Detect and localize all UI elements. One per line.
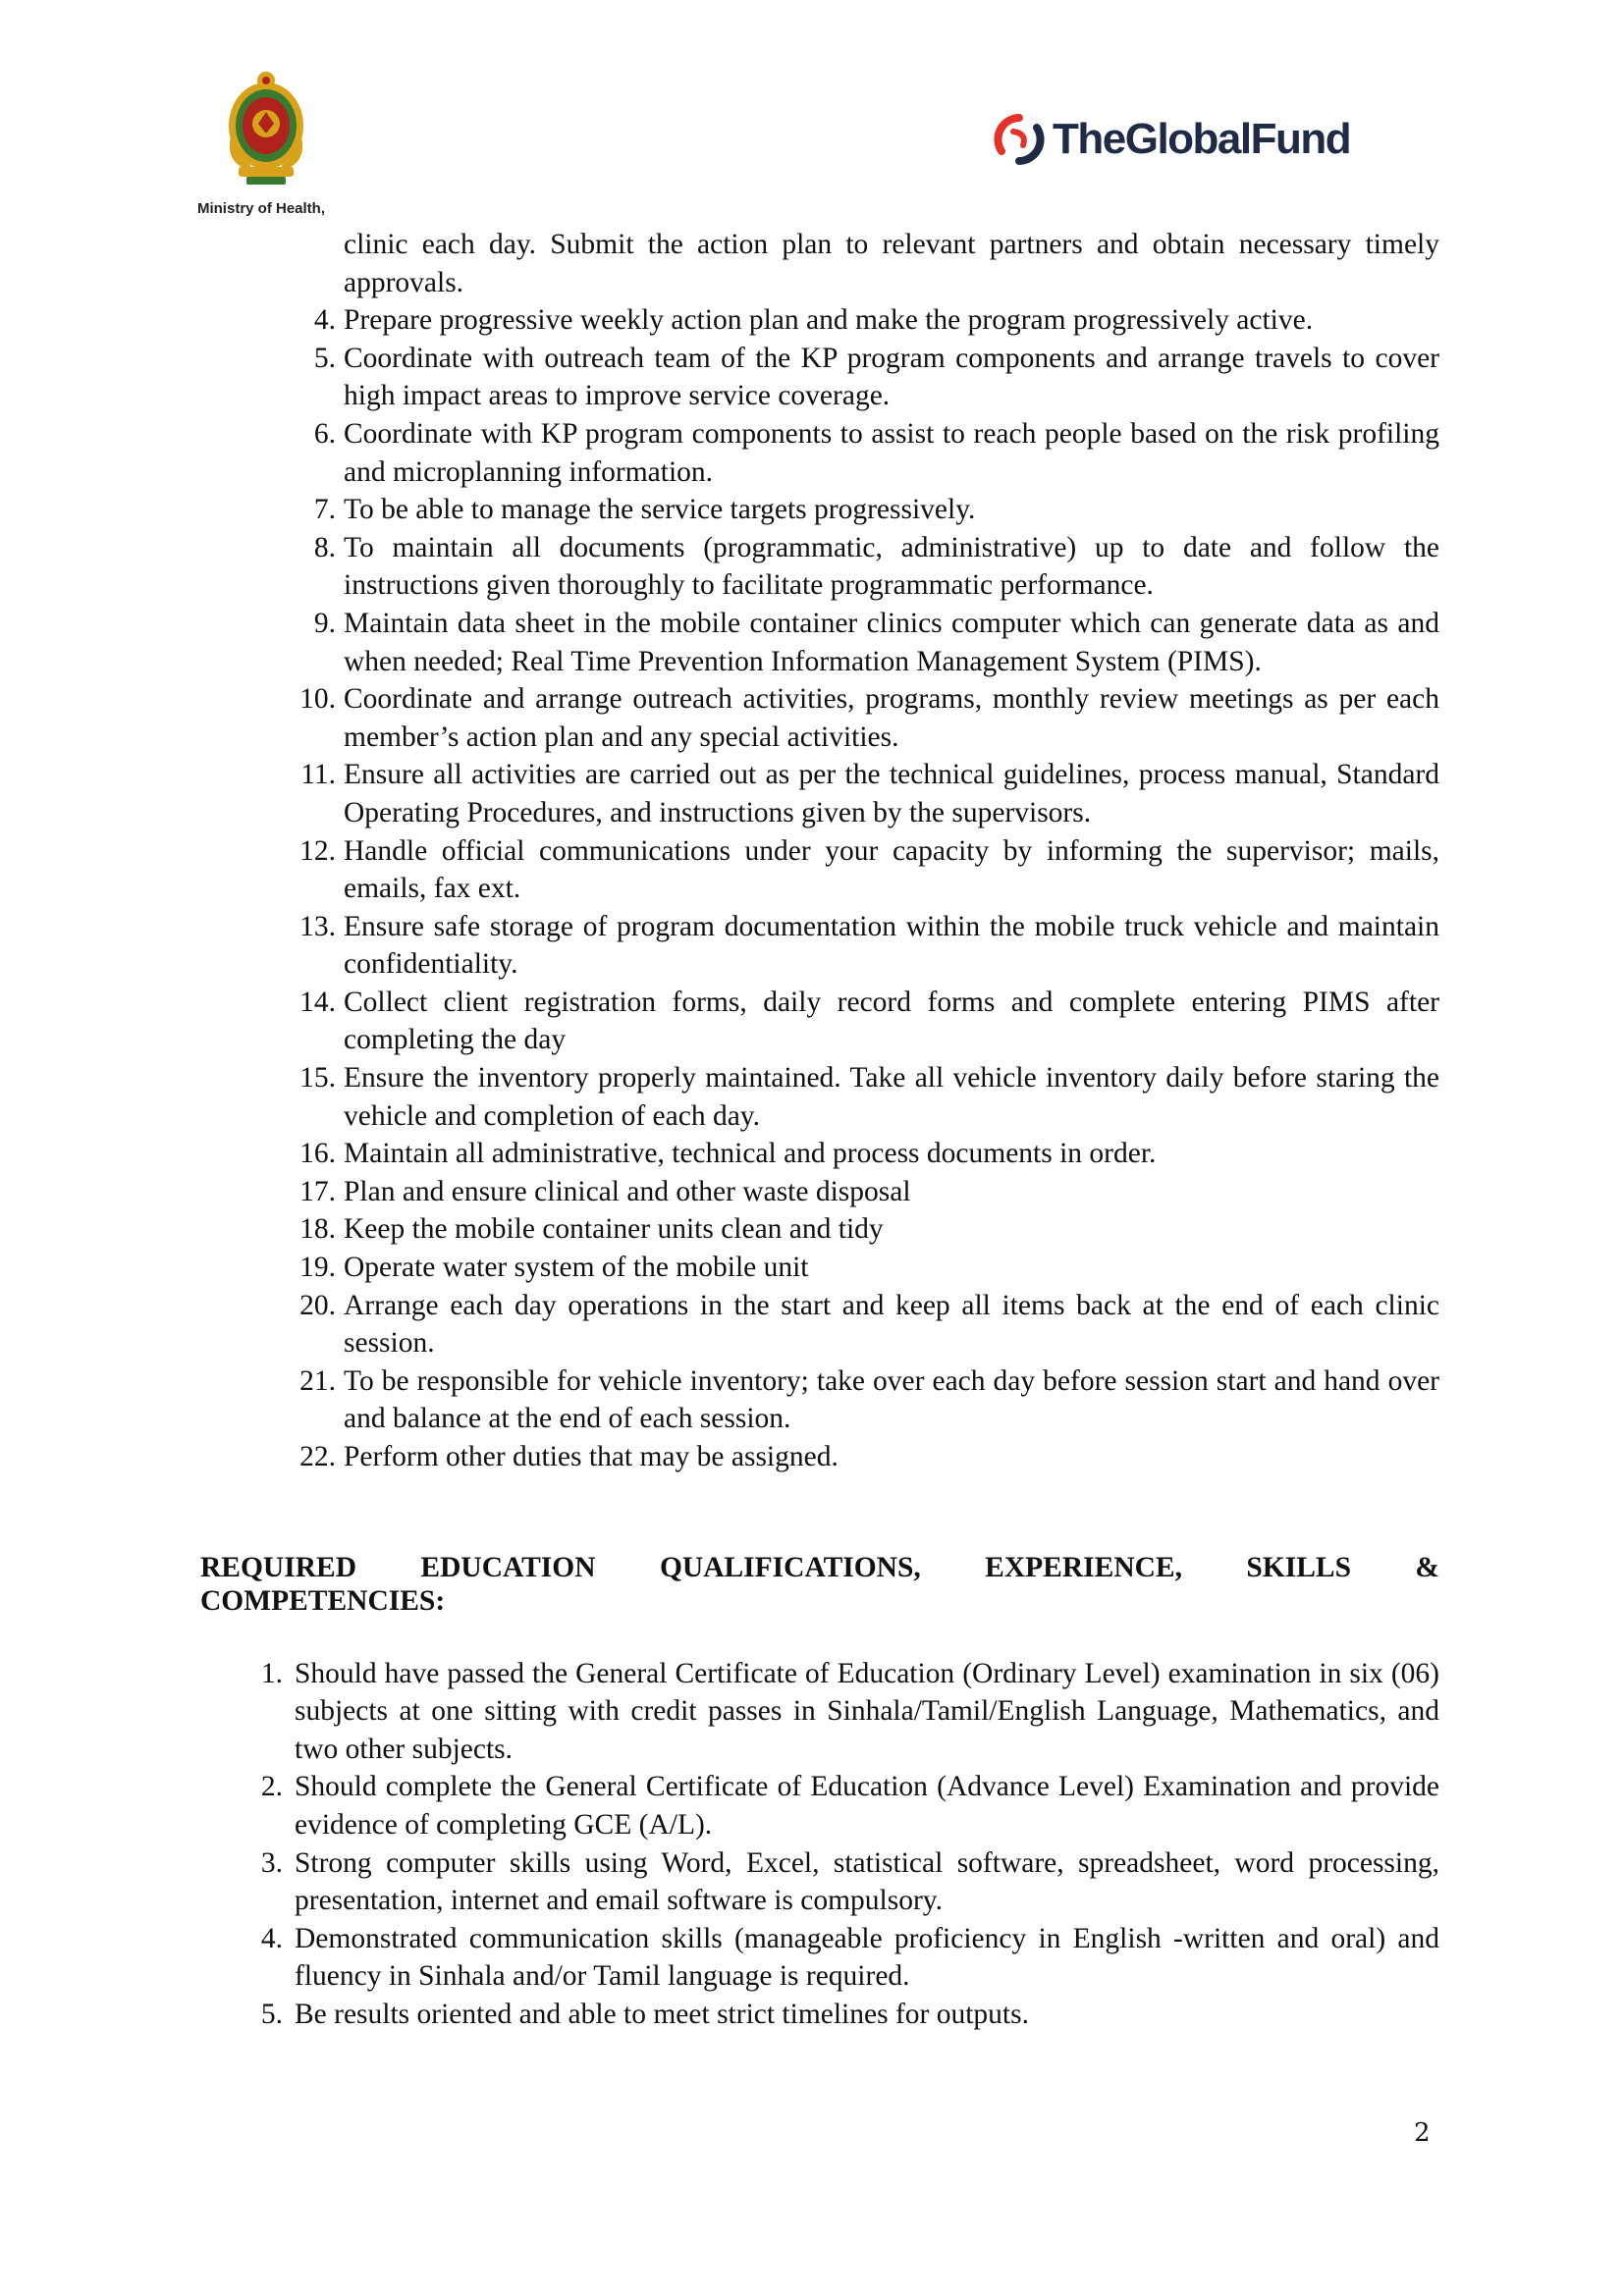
list-item: 4. Demonstrated communication skills (manageable proficiency in English -written and oral) and fluency in Sinhala and/or Tamil language is required. xyxy=(260,1922,1439,1993)
duties-continuation-text: clinic each day. Submit the action plan to relevant partners and obtain necessary timely approvals. xyxy=(344,229,1439,298)
page-number: 2 xyxy=(1414,2118,1431,2148)
list-item: 12. Handle official communications under your capacity by informing the supervisor; mails, emails, fax ext. xyxy=(299,834,1439,905)
list-item: 6. Coordinate with KP program components to assist to reach people based on the risk profiling and microplanning information. xyxy=(313,417,1439,488)
global-fund-logo-icon xyxy=(994,114,1045,165)
list-item: 11. Ensure all activities are carried out as per the technical guidelines, process manual, Standard Operating Procedures, and instructions given by the supervisors. xyxy=(300,759,1439,828)
list-item: 10. Coordinate and arrange outreach activities, programs, monthly review meetings as per each member’s action plan and any special activities. xyxy=(299,683,1439,753)
list-item: 7. To be able to manage the service targets progressively. xyxy=(313,494,976,526)
list-item: 15. Ensure the inventory properly maintained. Take all vehicle inventory daily before staring the vehicle and completion of each day. xyxy=(299,1062,1439,1132)
list-item: 4. Prepare progressive weekly action plan and make the program progressively active. xyxy=(313,304,1314,337)
global-fund-logo xyxy=(994,110,1350,169)
global-fund-wordmark: TheGlobalFund xyxy=(1053,115,1351,163)
list-item: 5. Be results oriented and able to meet strict timelines for outputs. xyxy=(260,1998,1029,2030)
list-item: 2. Should complete the General Certificate of Education (Advance Level) Examination and provide evidence of completing GCE (A/L). xyxy=(260,1771,1439,1841)
qualifications-heading-continued: COMPETENCIES: xyxy=(200,1584,446,1617)
list-item: 20. Arrange each day operations in the start and keep all items back at the end of each clinic session. xyxy=(299,1289,1439,1360)
list-item: 22. Perform other duties that may be assigned. xyxy=(299,1441,839,1472)
list-item: 14. Collect client registration forms, daily record forms and complete entering PIMS after completing the day xyxy=(299,986,1439,1056)
list-item: 18. Keep the mobile container units clean and tidy xyxy=(299,1213,884,1246)
duties-list xyxy=(200,301,1439,1475)
qualifications-list xyxy=(200,1655,1439,2034)
ministry-label: Ministry of Health, xyxy=(196,200,325,217)
qualifications-heading: REQUIRED EDUCATION QUALIFICATIONS, EXPERIENCE, SKILLS & xyxy=(200,1551,1439,1583)
list-item: 21. To be responsible for vehicle inventory; take over each day before session start and hand over and balance at the end of each session. xyxy=(299,1364,1439,1435)
list-item: 5. Coordinate with outreach team of the KP program components and arrange travels to cover high impact areas to improve service coverage. xyxy=(313,342,1439,412)
list-item: 17. Plan and ensure clinical and other waste disposal xyxy=(299,1175,911,1207)
ministry-of-health-logo xyxy=(196,69,330,217)
list-item: 16. Maintain all administrative, technical and process documents in order. xyxy=(299,1138,1157,1170)
list-item: 1. Should have passed the General Certificate of Education (Ordinary Level) examination in six (06) subjects at one sitting with credit passes in Sinhala/Tamil/English Language, Mathematics, and two other subjects. xyxy=(260,1657,1439,1765)
list-item: 9. Maintain data sheet in the mobile container clinics computer which can generate data as and when needed; Real Time Prevention Information Management System (PIMS). xyxy=(313,607,1439,677)
list-item: 3. Strong computer skills using Word, Excel, statistical software, spreadsheet, word processing, presentation, internet and email software is compulsory. xyxy=(260,1846,1439,1917)
sri-lanka-emblem-icon xyxy=(221,69,311,198)
list-item: 13. Ensure safe storage of program documentation within the mobile truck vehicle and maintain confidentiality. xyxy=(299,910,1439,981)
list-item: 19. Operate water system of the mobile unit xyxy=(299,1252,809,1284)
document-body xyxy=(200,226,1439,2034)
list-item: 8. To maintain all documents (programmatic, administrative) up to date and follow the instructions given thoroughly to facilitate programmatic performance. xyxy=(313,531,1439,602)
